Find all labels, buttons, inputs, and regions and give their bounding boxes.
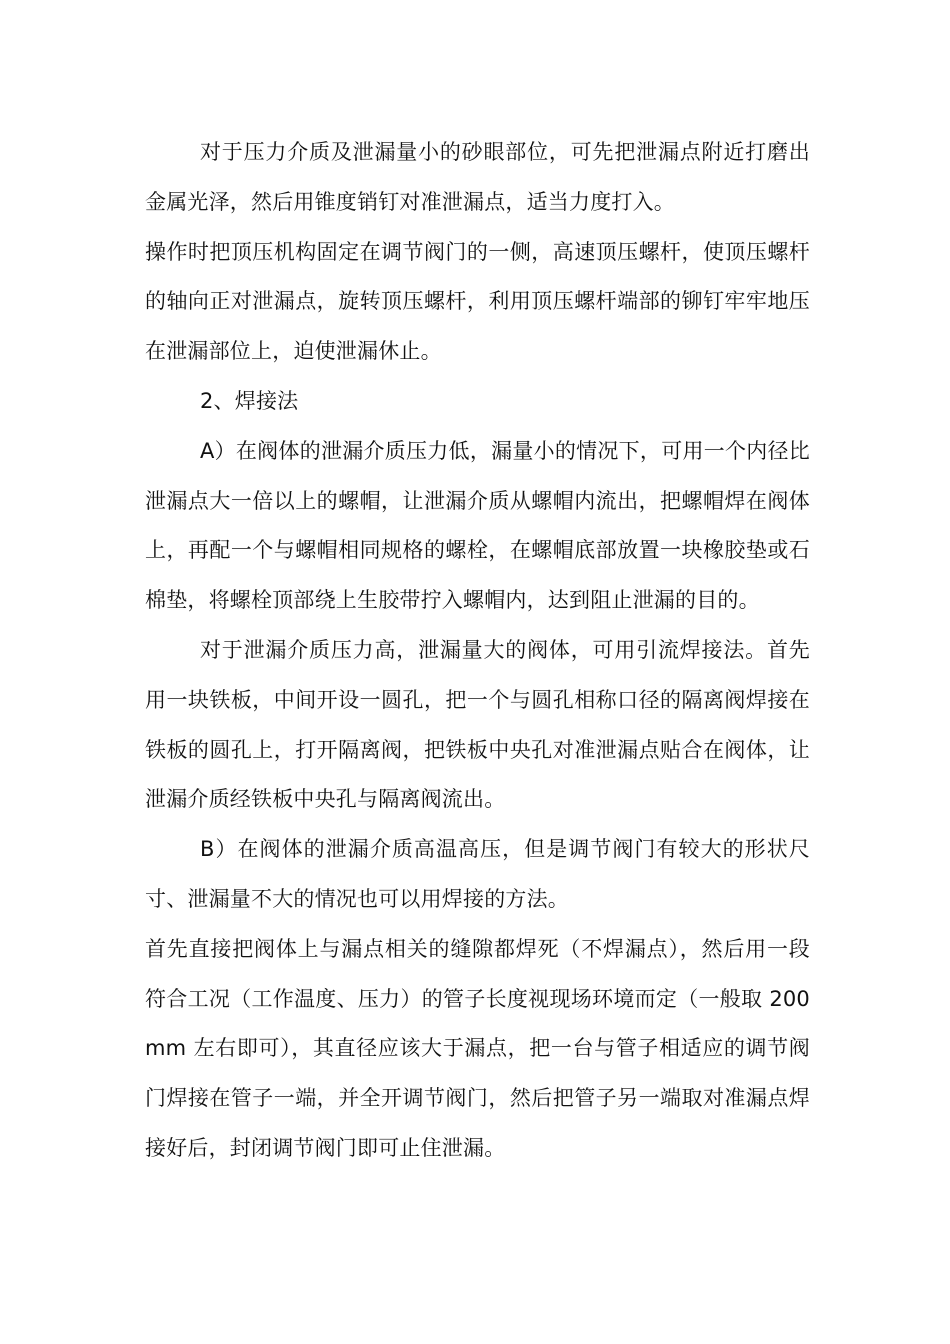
paragraph-welding-a: A）在阀体的泄漏介质压力低，漏量小的情况下，可用一个内径比泄漏点大一倍以上的螺帽，让泄漏介质从螺帽内流出，把螺帽焊在阀体上，再配一个与螺帽相同规格的螺栓，在螺帽底部放置一块橡胶垫或石棉垫，将螺栓顶部绕上生胶带拧入螺帽内，达到阻止泄漏的目的。 [145,438,810,613]
paragraph-pipe-welding-procedure: 首先直接把阀体上与漏点相关的缝隙都焊死（不焊漏点），然后用一段符合工况（工作温度、压力）的管子长度视现场环境而定（一般取 200mm 左右即可），其直径应该大于漏点，把一台与管子相适应的调节阀门焊接在管子一端，并全开调节阀门，然后把管子另一端取对准漏点焊接好后，封闭调节阀门即可止住泄漏。 [145,936,810,1160]
paragraph-welding-b: B）在阀体的泄漏介质高温高压，但是调节阀门有较大的形状尺寸、泄漏量不大的情况也可以用焊接的方法。 [145,837,810,911]
paragraph-press-mechanism: 操作时把顶压机构固定在调节阀门的一侧，高速顶压螺杆，使顶压螺杆的轴向正对泄漏点，旋转顶压螺杆，利用顶压螺杆端部的铆钉牢牢地压在泄漏部位上，迫使泄漏休止。 [145,239,810,364]
paragraph-sand-hole-method: 对于压力介质及泄漏量小的砂眼部位，可先把泄漏点附近打磨出金属光泽，然后用锥度销钉对准泄漏点，适当力度打入。 [145,140,810,214]
section-heading-welding-method: 2、焊接法 [200,388,299,413]
paragraph-drainage-welding: 对于泄漏介质压力高，泄漏量大的阀体，可用引流焊接法。首先用一块铁板，中间开设一圆孔，把一个与圆孔相称口径的隔离阀焊接在铁板的圆孔上，打开隔离阀，把铁板中央孔对准泄漏点贴合在阀体，让泄漏介质经铁板中央孔与隔离阀流出。 [145,637,810,812]
document-body [145,128,810,1174]
